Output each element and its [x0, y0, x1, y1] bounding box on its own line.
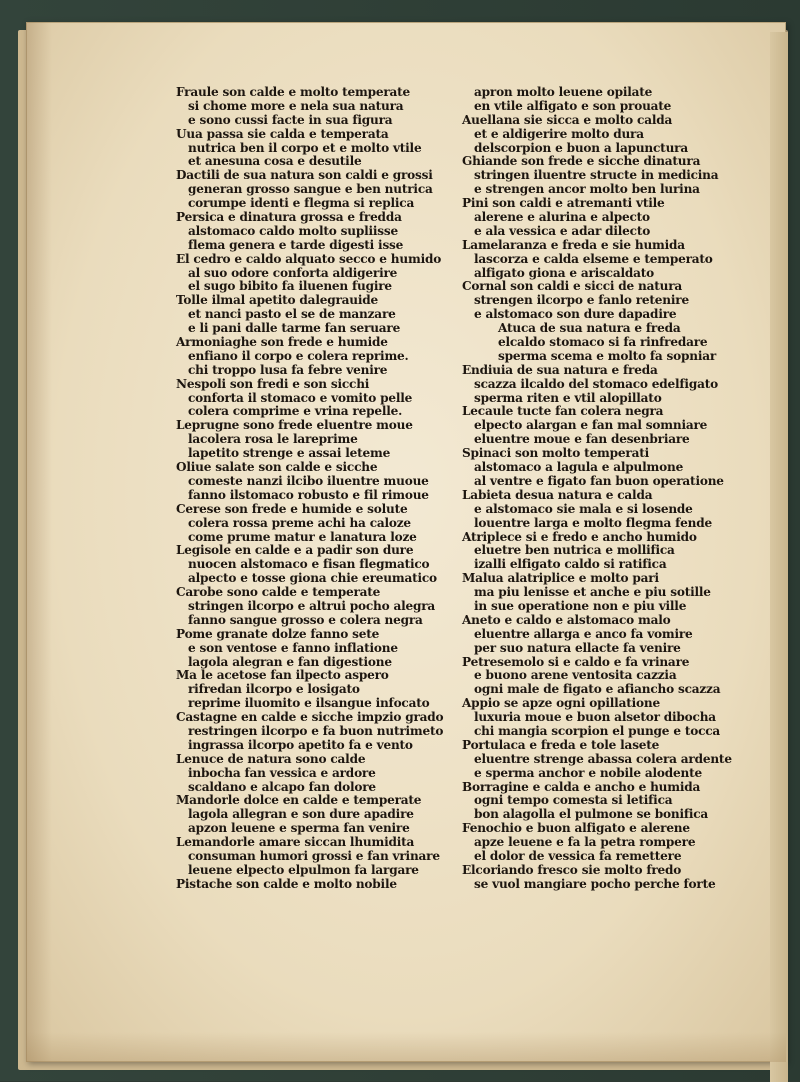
text-line: sperma scema e molto fa sopniar: [498, 348, 717, 363]
text-line: alstomaco a lagula e alpulmone: [474, 460, 684, 475]
text-line: Atriplece si e fredo e ancho humido: [462, 529, 697, 544]
text-line: corumpe identi e flegma si replica: [188, 196, 415, 211]
text-line: Lemandorle amare siccan lhumidita: [176, 835, 415, 850]
text-line: Legisole en calde e a padir son dure: [176, 543, 414, 558]
text-line: Oliue salate son calde e sicche: [176, 460, 378, 475]
text-line: ogni male de figato e afiancho scazza: [474, 682, 721, 697]
text-line: si chome more e nela sua natura: [188, 98, 404, 113]
text-line: El cedro e caldo alquato secco e humido: [176, 251, 442, 266]
text-line: Endiuia de sua natura e freda: [462, 362, 658, 377]
text-line: fanno sangue grosso e colera negra: [188, 612, 423, 627]
text-line: lacolera rosa le lareprime: [188, 432, 358, 447]
text-line: alstomaco caldo molto supliisse: [188, 223, 398, 238]
text-line: per suo natura ellacte fa venire: [474, 640, 681, 655]
text-line: e son ventose e fanno inflatione: [188, 640, 398, 655]
text-line: et e aldigerire molto dura: [474, 126, 644, 141]
text-line: lapetito strenge e assai leteme: [188, 446, 391, 461]
text-line: eluentre moue e fan desenbriare: [474, 432, 690, 447]
text-line: e ala vessica e adar dilecto: [474, 223, 651, 238]
text-line: Ma le acetose fan ilpecto aspero: [176, 668, 389, 683]
text-line: eluentre allarga e anco fa vomire: [474, 626, 693, 641]
text-line: apron molto leuene opilate: [474, 85, 653, 99]
text-line: e buono arene ventosita cazzia: [474, 668, 677, 683]
text-line: scazza ilcaldo del stomaco edelfigato: [474, 376, 718, 391]
text-line: apzon leuene e sperma fan venire: [188, 821, 410, 836]
text-line: Portulaca e freda e tole lasete: [462, 737, 660, 752]
text-line: delscorpion e buon a lapunctura: [474, 140, 688, 155]
text-line: reprime iluomito e ilsangue infocato: [188, 696, 430, 711]
text-line: Mandorle dolce en calde e temperate: [176, 793, 422, 808]
text-line: Persica e dinatura grossa e fredda: [176, 210, 402, 225]
text-line: izalli elfigato caldo si ratifica: [474, 557, 667, 572]
text-line: et nanci pasto el se de manzare: [188, 307, 396, 322]
text-line: e alstomaco son dure dapadire: [474, 307, 677, 322]
text-line: Petresemolo si e caldo e fa vrinare: [462, 654, 690, 669]
text-line: conforta il stomaco e vomito pelle: [188, 390, 413, 405]
text-line: ma piu lenisse et anche e piu sotille: [474, 585, 711, 600]
text-line: alpecto e tosse giona chie ereumatico: [188, 571, 437, 586]
text-line: Lenuce de natura sono calde: [176, 751, 366, 766]
text-line: Lecaule tucte fan colera negra: [462, 404, 664, 419]
text-line: Dactili de sua natura son caldi e grossi: [176, 168, 433, 183]
text-line: strengen ilcorpo e fanlo retenire: [474, 293, 689, 308]
text-line: e sono cussi facte in sua figura: [188, 112, 393, 127]
text-line: colera comprime e vrina repelle.: [188, 404, 403, 419]
text-line: Fenochio e buon alfigato e alerene: [462, 821, 690, 836]
left-column: [176, 86, 456, 892]
text-line: in sue operatione non e piu ville: [474, 598, 687, 613]
text-line: Aneto e caldo e alstomaco malo: [462, 612, 671, 627]
text-line: en vtile alfigato e son prouate: [474, 98, 672, 113]
page-edge: [770, 32, 788, 1082]
text-line: e li pani dalle tarme fan seruare: [188, 321, 401, 336]
text-line: lascorza e calda elseme e temperato: [474, 251, 713, 266]
text-line: e alstomaco sie mala e si losende: [474, 501, 693, 516]
text-line: eluetre ben nutrica e mollifica: [474, 543, 675, 558]
text-line: fanno ilstomaco robusto e fil rimoue: [188, 487, 429, 502]
text-line: Malua alatriplice e molto pari: [462, 571, 659, 586]
text-line: e sperma anchor e nobile alodente: [474, 765, 702, 780]
text-line: Tolle ilmal apetito dalegrauide: [176, 293, 379, 308]
text-line: luxuria moue e buon alsetor dibocha: [474, 710, 716, 725]
text-line: elcaldo stomaco si fa rinfredare: [498, 335, 708, 350]
text-line: Borragine e calda e ancho e humida: [462, 779, 701, 794]
text-line: Elcoriando fresco sie molto fredo: [462, 862, 682, 877]
text-line: restringen ilcorpo e fa buon nutrimeto: [188, 723, 444, 738]
text-line: Lamelaranza e freda e sie humida: [462, 237, 685, 252]
text-line: Labieta desua natura e calda: [462, 487, 653, 502]
text-line: Pome granate dolze fanno sete: [176, 626, 380, 641]
text-line: flema genera e tarde digesti isse: [188, 237, 404, 252]
text-line: Leprugne sono frede eluentre moue: [176, 418, 413, 433]
text-line: nuocen alstomaco e fisan flegmatico: [188, 557, 430, 572]
text-line: Spinaci son molto temperati: [462, 446, 649, 461]
text-line: et anesuna cosa e desutile: [188, 154, 362, 169]
text-line: sperma riten e vtil alopillato: [474, 390, 662, 405]
text-line: eluentre strenge abassa colera ardente: [474, 751, 732, 766]
text-line: el dolor de vessica fa remettere: [474, 848, 682, 863]
text-line: bon alagolla el pulmone se bonifica: [474, 807, 709, 822]
text-line: el sugo bibito fa iluenen fugire: [188, 279, 392, 294]
text-line: Pistache son calde e molto nobile: [176, 876, 397, 891]
text-line: Cerese son frede e humide e solute: [176, 501, 408, 516]
text-line: Castagne en calde e sicche impzio grado: [176, 710, 444, 725]
text-line: e strengen ancor molto ben lurina: [474, 182, 700, 197]
text-line: Pini son caldi e atremanti vtile: [462, 196, 665, 211]
text-line: scaldano e alcapo fan dolore: [188, 779, 376, 794]
text-line: comeste nanzi ilcibo iluentre muoue: [188, 473, 429, 488]
text-line: Auellana sie sicca e molto calda: [462, 112, 673, 127]
text-line: chi troppo lusa fa febre venire: [188, 362, 388, 377]
text-line: leuene elpecto elpulmon fa largare: [188, 862, 419, 877]
text-line: come prume matur e lanatura loze: [188, 529, 417, 544]
text-line: louentre larga e molto flegma fende: [474, 515, 712, 530]
text-line: elpecto alargan e fan mal somniare: [474, 418, 708, 433]
text-line: alfigato giona e ariscaldato: [474, 265, 654, 280]
text-line: Armoniaghe son frede e humide: [176, 335, 388, 350]
text-line: apze leuene e fa la petra rompere: [474, 835, 696, 850]
text-line: stringen ilcorpo e altrui pocho alegra: [188, 598, 436, 613]
text-line: chi mangia scorpion el punge e tocca: [474, 723, 721, 738]
text-line: Atuca de sua natura e freda: [498, 321, 681, 336]
text-line: consuman humori grossi e fan vrinare: [188, 848, 440, 863]
text-line: generan grosso sangue e ben nutrica: [188, 182, 433, 197]
text-line: ogni tempo comesta si letifica: [474, 793, 673, 808]
text-line: Ghiande son frede e sicche dinatura: [462, 154, 701, 169]
text-line: se vuol mangiare pocho perche forte: [474, 876, 716, 891]
text-line: Cornal son caldi e sicci de natura: [462, 279, 683, 294]
text-line: lagola allegran e son dure apadire: [188, 807, 414, 822]
text-line: inbocha fan vessica e ardore: [188, 765, 376, 780]
text-line: al ventre e figato fan buon operatione: [474, 473, 724, 488]
text-line: enfiano il corpo e colera reprime.: [188, 348, 409, 363]
text-line: Carobe sono calde e temperate: [176, 585, 381, 600]
text-line: lagola alegran e fan digestione: [188, 654, 392, 669]
text-line: Nespoli son fredi e son sicchi: [176, 376, 370, 391]
text-line: stringen iluentre structe in medicina: [474, 168, 719, 183]
text-line: Uua passa sie calda e temperata: [176, 126, 389, 141]
text-line: al suo odore conforta aldigerire: [188, 265, 398, 280]
right-column: [462, 86, 742, 892]
text-line: alerene e alurina e alpecto: [474, 210, 650, 225]
text-line: Appio se apze ogni opillatione: [462, 696, 660, 711]
text-line: ingrassa ilcorpo apetito fa e vento: [188, 737, 413, 752]
text-line: Fraule son calde e molto temperate: [176, 85, 411, 99]
text-line: colera rossa preme achi ha caloze: [188, 515, 411, 530]
text-line: rifredan ilcorpo e losigato: [188, 682, 360, 697]
text-line: nutrica ben il corpo et e molto vtile: [188, 140, 422, 155]
